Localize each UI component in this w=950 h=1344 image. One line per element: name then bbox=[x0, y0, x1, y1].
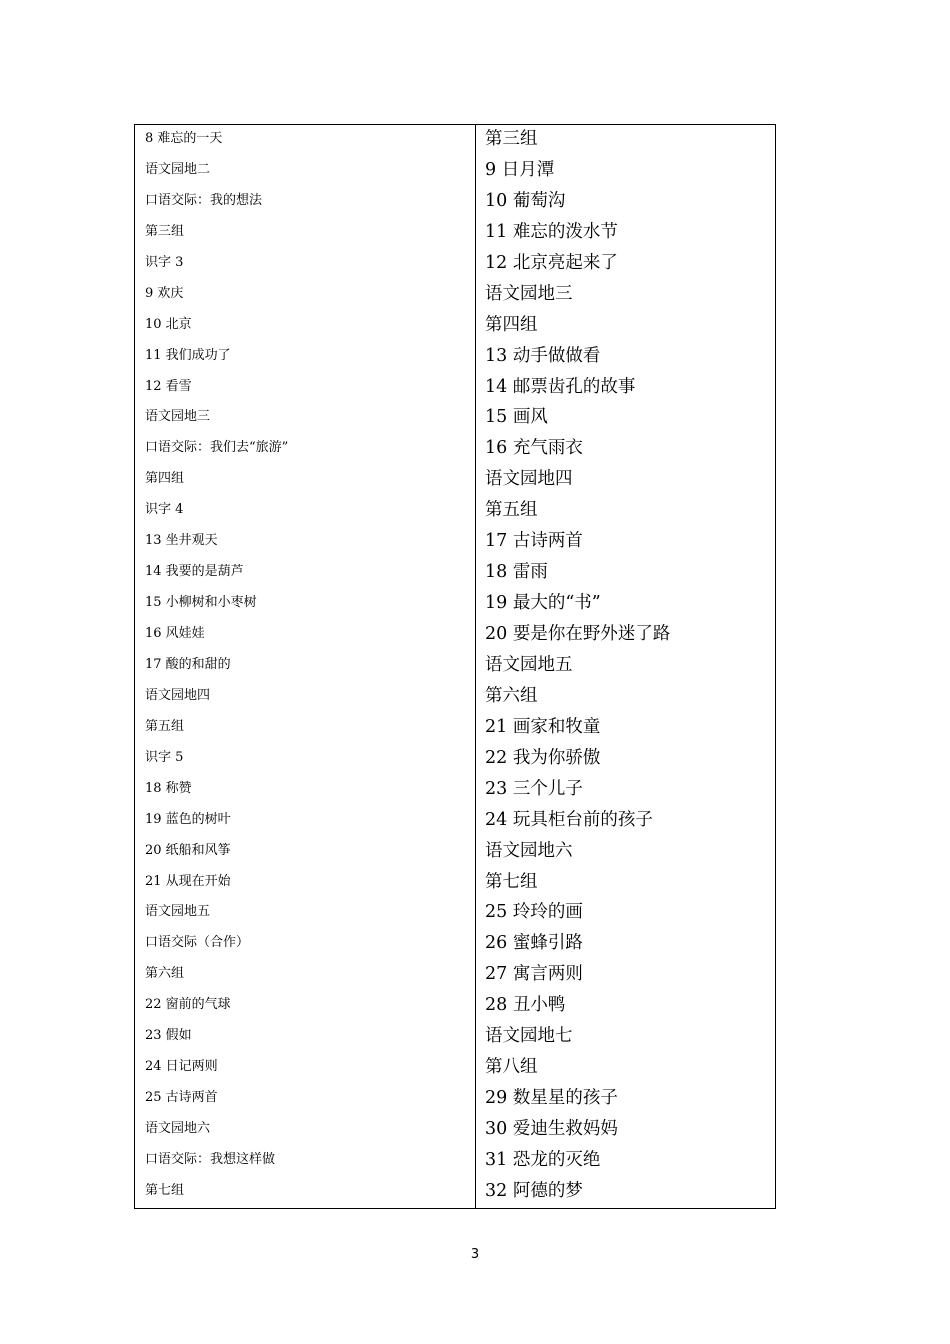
right-cell: 30 爱迪生救妈妈 bbox=[485, 1119, 618, 1139]
left-cell: 10 北京 bbox=[145, 316, 192, 332]
right-cell: 16 充气雨衣 bbox=[485, 438, 583, 459]
right-cell: 第七组 bbox=[485, 871, 538, 892]
left-cell: 口语交际：我想这样做 bbox=[145, 1151, 276, 1167]
right-cell: 28 丑小鸭 bbox=[485, 995, 566, 1016]
left-cell: 口语交际：我们去“旅游” bbox=[145, 440, 289, 456]
left-cell: 17 酸的和甜的 bbox=[145, 656, 231, 672]
left-cell: 11 我们成功了 bbox=[145, 347, 231, 363]
page-number: 3 bbox=[470, 1247, 480, 1262]
left-cell: 14 我要的是葫芦 bbox=[145, 564, 244, 580]
right-cell: 12 北京亮起来了 bbox=[485, 252, 618, 273]
right-cell: 10 葡萄沟 bbox=[485, 190, 566, 211]
left-cell: 识字 5 bbox=[145, 749, 184, 765]
left-cell: 识字 3 bbox=[145, 254, 184, 270]
left-cell: 16 风娃娃 bbox=[145, 626, 205, 641]
right-cell: 语文园地四 bbox=[485, 469, 573, 490]
left-cell: 第四组 bbox=[145, 471, 185, 487]
right-cell: 第五组 bbox=[485, 500, 538, 521]
left-cell: 第五组 bbox=[145, 718, 185, 734]
left-cell: 9 欢庆 bbox=[145, 285, 184, 301]
left-cell: 语文园地六 bbox=[145, 1121, 211, 1136]
right-cell: 第六组 bbox=[485, 685, 538, 706]
right-cell: 第四组 bbox=[485, 314, 538, 335]
left-cell: 25 古诗两首 bbox=[145, 1090, 218, 1106]
right-column bbox=[476, 125, 775, 1208]
left-cell: 19 蓝色的树叶 bbox=[145, 811, 231, 827]
right-cell: 语文园地六 bbox=[485, 840, 573, 861]
right-cell: 19 最大的“书” bbox=[485, 593, 601, 614]
left-cell: 18 称赞 bbox=[145, 780, 192, 796]
right-cell: 语文园地七 bbox=[485, 1026, 573, 1047]
right-cell: 26 蜜蜂引路 bbox=[485, 933, 583, 954]
right-cell: 22 我为你骄傲 bbox=[485, 747, 601, 768]
left-cell: 13 坐井观天 bbox=[145, 533, 218, 549]
right-cell: 25 玲玲的画 bbox=[485, 902, 583, 923]
left-column bbox=[135, 125, 476, 1208]
left-cell: 语文园地二 bbox=[145, 161, 211, 177]
right-cell: 32 阿德的梦 bbox=[485, 1180, 583, 1201]
left-cell: 口语交际：我的想法 bbox=[145, 192, 263, 208]
left-cell: 15 小柳树和小枣树 bbox=[145, 595, 257, 611]
left-cell: 21 从现在开始 bbox=[145, 873, 231, 889]
right-cell: 24 玩具柜台前的孩子 bbox=[485, 809, 653, 830]
left-cell: 语文园地三 bbox=[145, 409, 211, 425]
right-cell: 21 画家和牧童 bbox=[485, 716, 601, 737]
left-cell: 语文园地四 bbox=[145, 687, 211, 703]
left-cell: 8 难忘的一天 bbox=[145, 131, 223, 146]
right-cell: 11 难忘的泼水节 bbox=[485, 221, 618, 242]
right-cell: 31 恐龙的灭绝 bbox=[485, 1149, 601, 1170]
left-cell: 12 看雪 bbox=[145, 378, 192, 394]
right-cell: 23 三个儿子 bbox=[485, 778, 583, 799]
right-cell: 29 数星星的孩子 bbox=[485, 1088, 618, 1109]
left-cell: 口语交际（合作） bbox=[145, 935, 250, 951]
right-cell: 13 动手做做看 bbox=[485, 345, 601, 366]
right-cell: 15 画风 bbox=[485, 407, 548, 428]
contents-table bbox=[134, 124, 776, 1209]
right-cell: 语文园地五 bbox=[485, 654, 573, 675]
left-cell: 20 纸船和风筝 bbox=[145, 842, 231, 858]
right-cell: 14 邮票齿孔的故事 bbox=[485, 376, 636, 397]
left-cell: 23 假如 bbox=[145, 1028, 192, 1044]
left-cell: 第七组 bbox=[145, 1182, 185, 1198]
right-cell: 第八组 bbox=[485, 1057, 538, 1078]
left-cell: 识字 4 bbox=[145, 502, 184, 518]
right-cell: 18 雷雨 bbox=[485, 562, 548, 583]
left-cell: 语文园地五 bbox=[145, 904, 211, 920]
right-cell: 27 寓言两则 bbox=[485, 964, 583, 985]
left-cell: 第三组 bbox=[145, 223, 185, 239]
right-cell: 20 要是你在野外迷了路 bbox=[485, 624, 671, 644]
right-cell: 9 日月潭 bbox=[485, 159, 555, 180]
left-cell: 24 日记两则 bbox=[145, 1059, 218, 1075]
right-cell: 语文园地三 bbox=[485, 283, 573, 304]
right-cell: 17 古诗两首 bbox=[485, 531, 583, 552]
right-cell: 第三组 bbox=[485, 129, 538, 149]
left-cell: 22 窗前的气球 bbox=[145, 997, 231, 1013]
left-cell: 第六组 bbox=[145, 966, 185, 982]
